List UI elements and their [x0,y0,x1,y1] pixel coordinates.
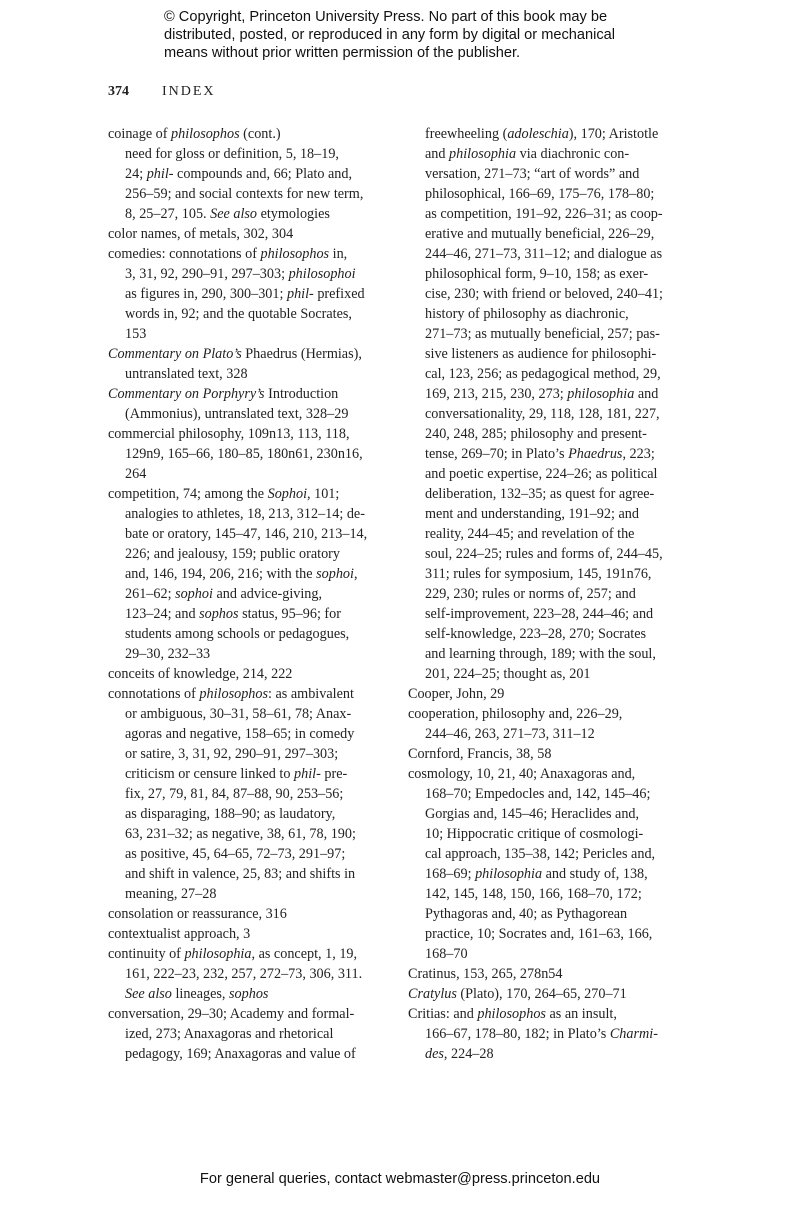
index-subentry-line [108,304,408,324]
index-entry-line [408,1004,708,1024]
index-entry-line [408,744,708,764]
entry-text: contextualist approach, 3 [108,926,251,942]
index-subentry-line [108,844,408,864]
index-subentry-line [108,404,408,424]
entry-text: sive listeners as audience for philosophi- [425,346,657,362]
entry-text: agoras and negative, 158–65; in comedy [125,726,355,742]
entry-text: bate or oratory, 145–47, 146, 210, 213–14, [125,526,368,542]
entry-text: Cornford, Francis, 38, 58 [408,746,552,762]
index-subentry-line [108,1024,408,1044]
index-subentry-line [408,884,708,904]
entry-text: via diachronic con- [516,146,630,162]
entry-text: etymologies [257,206,330,222]
index-subentry-line [408,544,708,564]
entry-text: , 224–28 [443,1046,494,1062]
entry-text: , 101; [307,486,340,502]
index-entry-line [408,684,708,704]
index-entry-line [108,424,408,444]
index-subentry-line [108,444,408,464]
entry-text: Introduction [264,386,339,402]
entry-text: practice, 10; Socrates and, 161–63, 166, [425,926,653,942]
index-subentry-line [408,244,708,264]
italic-term: adoleschia [507,126,569,142]
entry-text: 229, 230; rules or norms of, 257; and [425,586,636,602]
italic-term: phil- [286,286,314,302]
entry-text: , 223; [622,446,655,462]
entry-text: need for gloss or definition, 5, 18–19, [125,146,339,162]
entry-text: tense, 269–70; in Plato’s [425,446,569,462]
index-column-right [408,124,708,1064]
italic-term: sophos [199,606,239,622]
entry-text: conceits of knowledge, 214, 222 [108,666,293,682]
entry-text: 8, 25–27, 105. [125,206,211,222]
index-subentry-line [108,704,408,724]
italic-term: See also [210,206,258,222]
italic-term: philosophos [171,126,240,142]
index-entry-line [108,904,408,924]
entry-text: 226; and jealousy, 159; public oratory [125,546,341,562]
entry-text: 244–46, 271–73, 311–12; and dialogue as [425,246,663,262]
index-subentry-line [108,204,408,224]
entry-text: and learning through, 189; with the soul, [425,646,656,662]
entry-text: color names, of metals, 302, 304 [108,226,294,242]
index-subentry-line [408,524,708,544]
entry-text: words in, 92; and the quotable Socrates, [125,306,352,322]
entry-text: in, [329,246,348,262]
entry-text: 153 [125,326,147,342]
index-subentry-line [408,184,708,204]
index-subentry-line [108,884,408,904]
italic-term: phil- [146,166,174,182]
entry-text: history of philosophy as diachronic, [425,306,629,322]
page-number: 374 [108,84,129,99]
entry-text: Phaedrus (Hermias), [241,346,362,362]
italic-term: phil- [294,766,321,782]
entry-text: meaning, 27–28 [125,886,217,902]
index-entry-line [108,684,408,704]
index-entry-line [108,224,408,244]
entry-text: and, 146, 194, 206, 216; with the [125,566,317,582]
index-subentry-line [408,664,708,684]
italic-term: Sophoi [267,486,308,502]
copyright-line: distributed, posted, or reproduced in any form by digital or mechanical [164,27,616,43]
entry-text: comedies: connotations of [108,246,261,262]
entry-text: ment and understanding, 191–92; and [425,506,639,522]
italic-term: des [425,1046,444,1062]
index-subentry-line [408,564,708,584]
entry-text: self-knowledge, 223–28, 270; Socrates [425,626,647,642]
entry-text: 24; [125,166,147,182]
index-subentry-line [408,304,708,324]
index-subentry-line [108,964,408,984]
index-column-left [108,124,408,1064]
index-subentry-line [408,384,708,404]
index-subentry-line [408,484,708,504]
entry-text: 264 [125,466,147,482]
italic-term: Commentary on Plato’s [108,346,242,362]
italic-term: philosophia [567,386,635,402]
entry-text: 10; Hippocratic critique of cosmologi- [425,826,644,842]
index-subentry-line [408,504,708,524]
italic-term: Phaedrus [568,446,623,462]
italic-term: sophoi [316,566,354,582]
entry-text: fix, 27, 79, 81, 84, 87–88, 90, 253–56; [125,786,344,802]
index-subentry-line [408,224,708,244]
index-subentry-line [408,864,708,884]
entry-text: or satire, 3, 31, 92, 290–91, 297–303; [125,746,339,762]
entry-text: cal, 123, 256; as pedagogical method, 29, [425,366,661,382]
entry-text: (Plato), 170, 264–65, 270–71 [456,986,627,1002]
entry-text: 311; rules for symposium, 145, 191n76, [425,566,652,582]
entry-text: : as ambivalent [268,686,354,702]
index-entry-line [108,924,408,944]
index-subentry-line [408,144,708,164]
entry-text: as an insult, [545,1006,617,1022]
entry-text: 240, 248, 285; philosophy and present- [425,426,647,442]
entry-text: as figures in, 290, 300–301; [125,286,287,302]
index-entry-line [108,344,408,364]
entry-text: criticism or censure linked to [125,766,295,782]
entry-text: 261–62; [125,586,176,602]
entry-text: Cratinus, 153, 265, 278n54 [408,966,563,982]
index-subentry-line [408,804,708,824]
entry-text: philosophical, 166–69, 175–76, 178–80; [425,186,655,202]
entry-text: and [425,146,450,162]
index-subentry-line [408,404,708,424]
index-entry-line [408,984,708,1004]
index-subentry-line [408,584,708,604]
index-subentry-line [408,784,708,804]
index-subentry-line [408,124,708,144]
index-entry-line [108,484,408,504]
entry-text: conversation, 29–30; Academy and formal- [108,1006,355,1022]
index-subentry-line [108,744,408,764]
italic-term: philosophoi [288,266,356,282]
index-subentry-line [108,804,408,824]
italic-term: Cratylus [408,986,457,1002]
index-subentry-line [108,324,408,344]
entry-text: 166–67, 178–80, 182; in Plato’s [425,1026,610,1042]
entry-text: Cooper, John, 29 [408,686,505,702]
entry-text: or ambiguous, 30–31, 58–61, 78; Anax- [125,706,352,722]
entry-text: (Ammonius), untranslated text, 328–29 [125,406,349,422]
entry-text: consolation or reassurance, 316 [108,906,287,922]
index-subentry-line [108,144,408,164]
index-subentry-line [108,1044,408,1064]
entry-text: 3, 31, 92, 290–91, 297–303; [125,266,289,282]
index-subentry-line [408,1044,708,1064]
entry-text: coinage of [108,126,172,142]
index-entry-line [108,384,408,404]
index-entry-line [108,124,408,144]
index-subentry-line [108,984,408,1004]
index-subentry-line [408,464,708,484]
entry-text: 29–30, 232–33 [125,646,211,662]
index-subentry-line [108,824,408,844]
copyright-line: means without prior written permission of the publisher. [164,45,521,61]
entry-text: pedagogy, 169; Anaxagoras and value of [125,1046,356,1062]
index-subentry-line [108,164,408,184]
index-subentry-line [408,164,708,184]
index-entry-line [408,964,708,984]
entry-text: and poetic expertise, 224–26; as political [425,466,658,482]
entry-text: 168–69; [425,866,476,882]
entry-text: 161, 222–23, 232, 257, 272–73, 306, 311. [125,966,363,982]
index-subentry-line [108,644,408,664]
italic-term: sophos [229,986,269,1002]
index-subentry-line [108,524,408,544]
entry-text: students among schools or pedagogues, [125,626,350,642]
entry-text: cooperation, philosophy and, 226–29, [408,706,623,722]
entry-text: , as concept, 1, 19, [251,946,358,962]
index-subentry-line [408,604,708,624]
index-subentry-line [408,1024,708,1044]
index-entry-line [408,764,708,784]
italic-term: philosophos [477,1006,546,1022]
entry-text: lineages, [171,986,230,1002]
entry-text: versation, 271–73; “art of words” and [425,166,640,182]
entry-text: deliberation, 132–35; as quest for agree- [425,486,655,502]
index-subentry-line [108,764,408,784]
entry-text: 244–46, 263, 271–73, 311–12 [425,726,595,742]
entry-text: untranslated text, 328 [125,366,248,382]
entry-text: and shift in valence, 25, 83; and shifts in [125,866,356,882]
copyright-line: © Copyright, Princeton University Press. No part of this book may be [164,9,608,25]
entry-text: philosophical form, 9–10, 158; as exer- [425,266,649,282]
entry-text: ), 170; Aristotle [568,126,659,142]
italic-term: philosophos [260,246,330,262]
italic-term: philosophos [199,686,269,702]
index-subentry-line [408,424,708,444]
entry-text: Pythagoras and, 40; as Pythagorean [425,906,628,922]
entry-text: ized, 273; Anaxagoras and rhetorical [125,1026,334,1042]
entry-text: connotations of [108,686,200,702]
entry-text: erative and mutually beneficial, 226–29, [425,226,655,242]
index-subentry-line [408,624,708,644]
index-subentry-line [108,564,408,584]
index-subentry-line [408,924,708,944]
index-subentry-line [408,844,708,864]
index-subentry-line [408,264,708,284]
entry-text: , [353,566,358,582]
index-subentry-line [108,464,408,484]
entry-text: 129n9, 165–66, 180–85, 180n61, 230n16, [125,446,363,462]
italic-term: philosophia [184,946,252,962]
running-head [108,84,216,100]
entry-text: Critias: and [408,1006,478,1022]
entry-text: cosmology, 10, 21, 40; Anaxagoras and, [408,766,636,782]
index-subentry-line [408,284,708,304]
entry-text: 142, 145, 148, 150, 166, 168–70, 172; [425,886,642,902]
entry-text: 169, 213, 215, 230, 273; [425,386,568,402]
italic-term: See also [125,986,172,1002]
index-subentry-line [408,724,708,744]
entry-text: status, 95–96; for [238,606,341,622]
index-entry-line [108,244,408,264]
index-entry-line [108,664,408,684]
entry-text: and advice-giving, [212,586,323,602]
entry-text: self-improvement, 223–28, 244–46; and [425,606,654,622]
entry-text: cal approach, 135–38, 142; Pericles and, [425,846,656,862]
entry-text: 168–70 [425,946,468,962]
entry-text: and [634,386,659,402]
italic-term: sophoi [175,586,213,602]
index-subentry-line [408,904,708,924]
entry-text: (cont.) [239,126,281,142]
italic-term: Charmi- [609,1026,658,1042]
index-entry-line [108,944,408,964]
entry-text: continuity of [108,946,185,962]
index-entry-line [108,1004,408,1024]
entry-text: compounds and, 66; Plato and, [173,166,352,182]
entry-text: pre- [320,766,348,782]
index-subentry-line [108,604,408,624]
footer-contact: For general queries, contact webmaster@press.princeton.edu [199,1171,601,1187]
entry-text: cise, 230; with friend or beloved, 240–41; [425,286,663,302]
copyright-notice [164,8,684,62]
entry-text: 271–73; as mutually beneficial, 257; pas- [425,326,660,342]
index-subentry-line [408,364,708,384]
index-subentry-line [108,364,408,384]
entry-text: soul, 224–25; rules and forms of, 244–45, [425,546,663,562]
entry-text: and study of, 138, [542,866,648,882]
index-subentry-line [408,444,708,464]
entry-text: reality, 244–45; and revelation of the [425,526,635,542]
index-subentry-line [408,824,708,844]
entry-text: as positive, 45, 64–65, 72–73, 291–97; [125,846,346,862]
italic-term: Commentary on Porphyry’s [108,386,265,402]
entry-text: analogies to athletes, 18, 213, 312–14; de- [125,506,365,522]
entry-text: prefixed [313,286,365,302]
index-subentry-line [108,624,408,644]
index-subentry-line [108,264,408,284]
entry-text: Gorgias and, 145–46; Heraclides and, [425,806,640,822]
entry-text: 201, 224–25; thought as, 201 [425,666,591,682]
entry-text: as competition, 191–92, 226–31; as coop- [425,206,663,222]
index-subentry-line [408,204,708,224]
entry-text: freewheeling ( [425,126,508,142]
entry-text: conversationality, 29, 118, 128, 181, 227, [425,406,660,422]
entry-text: 123–24; and [125,606,200,622]
index-entry-line [408,704,708,724]
entry-text: commercial philosophy, 109n13, 113, 118, [108,426,350,442]
index-subentry-line [108,584,408,604]
italic-term: philosophia [449,146,517,162]
entry-text: 256–59; and social contexts for new term, [125,186,364,202]
entry-text: 168–70; Empedocles and, 142, 145–46; [425,786,651,802]
index-subentry-line [408,344,708,364]
index-subentry-line [408,944,708,964]
index-subentry-line [108,784,408,804]
entry-text: as disparaging, 188–90; as laudatory, [125,806,336,822]
index-subentry-line [108,504,408,524]
entry-text: 63, 231–32; as negative, 38, 61, 78, 190; [125,826,356,842]
section-title: INDEX [162,84,216,99]
index-subentry-line [108,284,408,304]
index-subentry-line [408,644,708,664]
index-subentry-line [108,724,408,744]
entry-text: competition, 74; among the [108,486,268,502]
index-subentry-line [108,544,408,564]
italic-term: philosophia [475,866,543,882]
index-subentry-line [108,864,408,884]
index-subentry-line [408,324,708,344]
index-subentry-line [108,184,408,204]
